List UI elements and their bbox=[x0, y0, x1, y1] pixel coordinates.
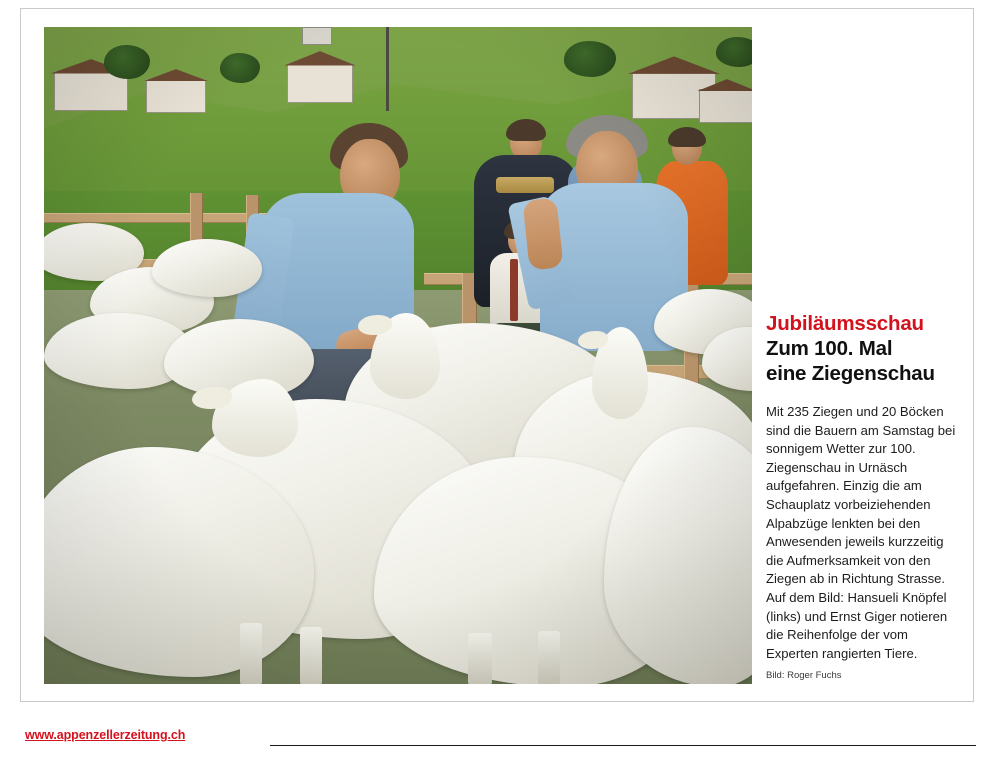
photo-house bbox=[146, 79, 206, 113]
photo-sign bbox=[302, 27, 332, 45]
photo-house bbox=[287, 63, 353, 103]
page-footer bbox=[0, 728, 996, 764]
photo-tree bbox=[220, 53, 260, 83]
photo-goat-leg bbox=[538, 631, 560, 684]
photo-goat bbox=[152, 239, 262, 297]
article-kicker: Jubiläumsschau bbox=[766, 312, 924, 335]
photo-utility-pole bbox=[386, 27, 389, 111]
article-headline-line2: eine Ziegenschau bbox=[766, 362, 935, 385]
photo-goat-leg bbox=[240, 623, 262, 684]
photo-fence-rail bbox=[44, 213, 274, 223]
article-text-column bbox=[766, 311, 958, 681]
footer-divider bbox=[270, 745, 976, 746]
photo-credit: Bild: Roger Fuchs bbox=[766, 670, 842, 682]
article-photo bbox=[44, 27, 752, 684]
footer-website-link[interactable]: www.appenzellerzeitung.ch bbox=[25, 728, 186, 742]
article-body-text: Mit 235 Ziegen und 20 Böcken sind die Bauern am Samstag bei sonnigem Wetter zur 100. Ziegenschau in Urnäsch aufgefahren. Einzig die am Schauplatz vorbeiziehenden Alpabzüge lenkten bei den Anwesenden jeweils kurzzeitig die Aufmerksamkeit von den Ziegen ab in Richtung Strasse. Auf dem Bild: Hansueli Knöpfel (links) und Ernst Giger notieren die Reihenfolge der vom Experten rangierten Tiere. bbox=[766, 404, 956, 661]
photo-canvas bbox=[44, 27, 752, 684]
photo-goat-leg bbox=[468, 633, 492, 684]
photo-house bbox=[699, 89, 752, 123]
photo-goat-leg bbox=[300, 627, 322, 684]
photo-tree bbox=[104, 45, 150, 79]
photo-tree bbox=[716, 37, 752, 67]
article-headline-line1: Zum 100. Mal bbox=[766, 337, 893, 360]
photo-tree bbox=[564, 41, 616, 77]
